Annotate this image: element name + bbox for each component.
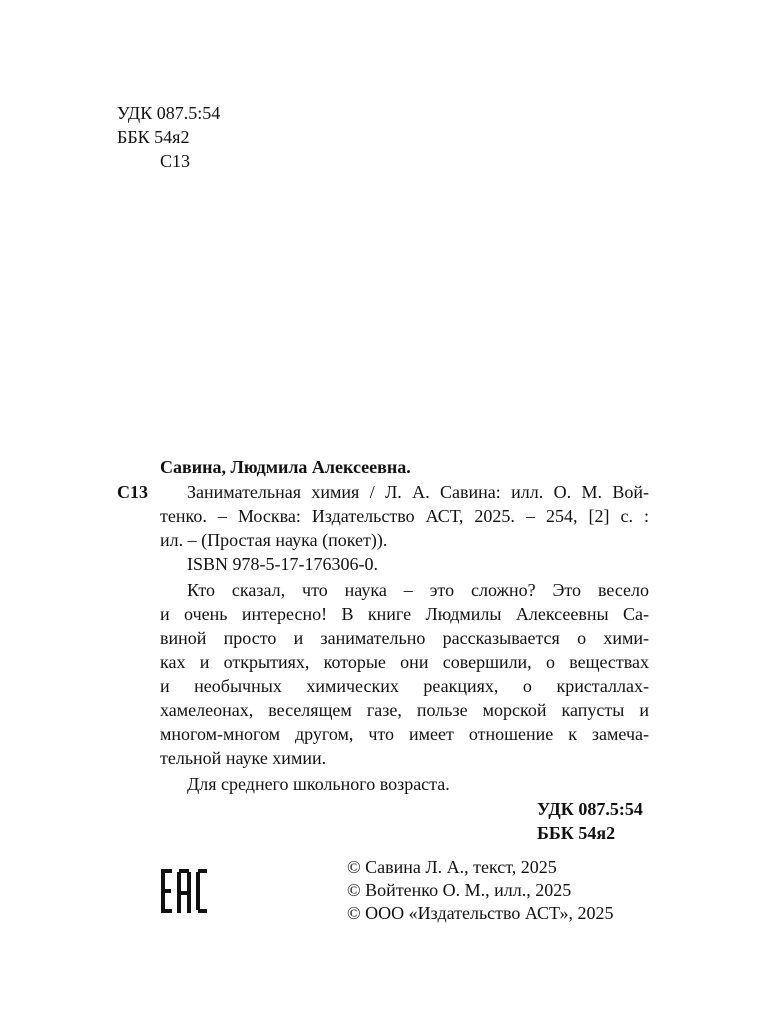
- annotation-line-3: виной просто и занимательно рассказывается о хими-: [160, 628, 649, 648]
- annotation-line-8: тельной науке химии.: [160, 748, 327, 768]
- annotation-line-5: и необычных химических реакциях, о кристаллах-: [160, 676, 649, 696]
- isbn: ISBN 978-5-17-176306-0.: [187, 554, 378, 574]
- bottom-udk: УДК 087.5:54: [537, 799, 643, 819]
- description-line-1: Занимательная химия / Л. А. Савина: илл. О. М. Вой-: [187, 482, 649, 502]
- annotation-line-6: хамелеонах, веселящем газе, пользе морской капусты и: [160, 700, 649, 720]
- annotation-line-7: многом-многом другом, что имеет отношение к замеча-: [160, 724, 649, 744]
- top-bbk: ББК 54я2: [117, 127, 190, 147]
- annotation-line-4: ках и открытиях, которые они совершили, о веществах: [160, 652, 649, 672]
- record-author-mark: С13: [117, 482, 148, 502]
- eac-conformity-mark-icon: [160, 868, 208, 914]
- audience: Для среднего школьного возраста.: [187, 774, 450, 794]
- author-heading: Савина, Людмила Алексеевна.: [160, 457, 411, 477]
- bottom-bbk: ББК 54я2: [537, 823, 616, 843]
- description-line-3: ил. – (Простая наука (покет)).: [160, 530, 388, 550]
- top-udk: УДК 087.5:54: [117, 103, 221, 123]
- copyright-author: © Савина Л. А., текст, 2025: [347, 857, 557, 877]
- description-line-2: тенко. – Москва: Издательство АСТ, 2025. – 254, [2] с. :: [160, 506, 649, 526]
- copyright-publisher: © ООО «Издательство АСТ», 2025: [347, 903, 614, 923]
- annotation-line-2: и очень интересно! В книге Людмилы Алексеевны Са-: [160, 604, 649, 624]
- copyright-illustrator: © Войтенко О. М., илл., 2025: [347, 880, 572, 900]
- annotation-line-1: Кто сказал, что наука – это сложно? Это весело: [187, 580, 649, 600]
- top-author-mark: С13: [160, 151, 191, 171]
